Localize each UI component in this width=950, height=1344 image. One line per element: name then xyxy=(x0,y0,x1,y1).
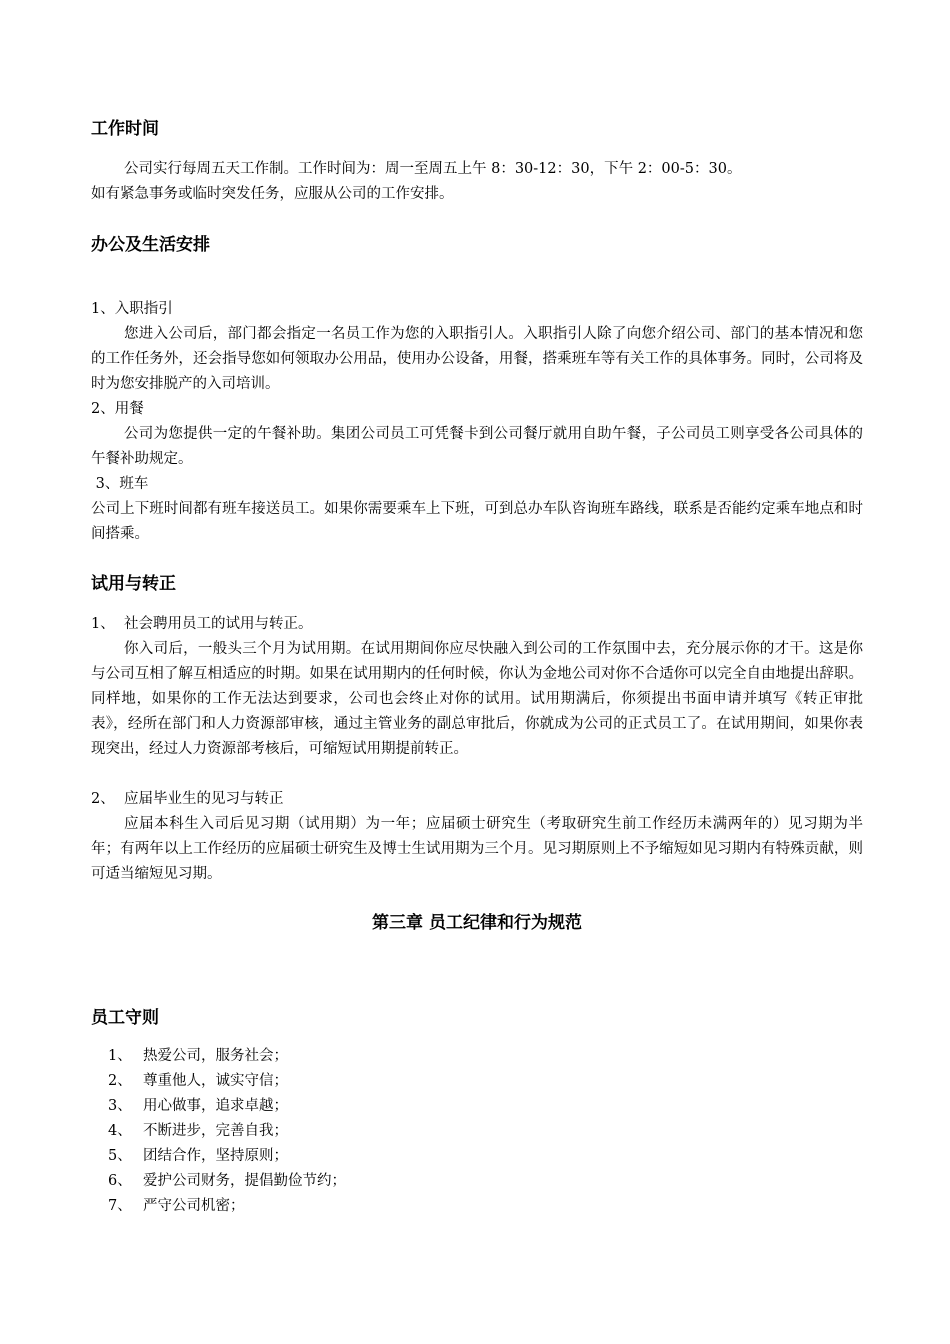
list-item-text: 爱护公司财务，提倡勤俭节约； xyxy=(143,1173,346,1189)
paragraph-onboarding: 您进入公司后，部门都会指定一名员工作为您的入职指引人。入职指引人除了向您介绍公司、部门的基本情况和您的工作任务外，还会指导您如何领取办公用品，使用办公设备，用餐，搭乘班车等有关工作的具体事务。同时，公司将及时为您安排脱产的入司培训。 xyxy=(91,326,863,392)
item-label-meals: 2、用餐 xyxy=(91,401,144,417)
section-heading-office: 办公及生活安排 xyxy=(91,235,210,255)
list-item-text: 不断进步，完善自我； xyxy=(143,1123,288,1139)
list-item-text: 用心做事，追求卓越； xyxy=(143,1098,288,1114)
list-item xyxy=(108,1119,288,1144)
item-label-social-hire: 1、 社会聘用员工的试用与转正。 xyxy=(91,616,313,632)
list-item xyxy=(108,1044,288,1069)
item-label-shuttle: 3、班车 xyxy=(91,476,149,492)
section-heading-probation: 试用与转正 xyxy=(91,574,176,594)
list-item-number: 6、 xyxy=(108,1173,132,1189)
list-item xyxy=(108,1194,245,1219)
section-heading-rules: 员工守则 xyxy=(91,1008,159,1028)
list-item-number: 7、 xyxy=(108,1198,132,1214)
list-item-number: 3、 xyxy=(108,1098,132,1114)
paragraph-urgent-tasks: 如有紧急事务或临时突发任务，应服从公司的工作安排。 xyxy=(91,186,454,202)
paragraph-social-hire: 你入司后，一般头三个月为试用期。在试用期间你应尽快融入到公司的工作氛围中去，充分展示你的才干。这是你与公司互相了解互相适应的时期。如果在试用期内的任何时候，你认为金地公司对你不合适你可以完全自由地提出辞职。同样地，如果你的工作无法达到要求，公司也会终止对你的试用。试用期满后，你须提出书面申请并填写《转正审批表》，经所在部门和人力资源部审核，通过主管业务的副总审批后，你就成为公司的正式员工了。在试用期间，如果你表现突出，经过人力资源部考核后，可缩短试用期提前转正。 xyxy=(91,641,863,757)
item-label-graduates: 2、 应届毕业生的见习与转正 xyxy=(91,791,284,807)
list-item-number: 5、 xyxy=(108,1148,132,1164)
paragraph-meals: 公司为您提供一定的午餐补助。集团公司员工可凭餐卡到公司餐厅就用自助午餐，子公司员工则享受各公司具体的午餐补助规定。 xyxy=(91,426,863,467)
list-item-text: 严守公司机密； xyxy=(143,1198,245,1214)
paragraph-graduates: 应届本科生入司后见习期（试用期）为一年；应届硕士研究生（考取研究生前工作经历未满两年的）见习期为半年；有两年以上工作经历的应届硕士研究生及博士生试用期为三个月。见习期原则上不予缩短如见习期内有特殊贡献，则可适当缩短见习期。 xyxy=(91,816,863,882)
list-item-number: 2、 xyxy=(108,1073,132,1089)
list-item xyxy=(108,1094,288,1119)
list-item-text: 尊重他人，诚实守信； xyxy=(143,1073,288,1089)
list-item-number: 1、 xyxy=(108,1048,132,1064)
list-item-text: 热爱公司，服务社会； xyxy=(143,1048,288,1064)
list-item-text: 团结合作，坚持原则； xyxy=(143,1148,288,1164)
list-item xyxy=(108,1169,346,1194)
chapter-title: 第三章 员工纪律和行为规范 xyxy=(372,913,582,933)
item-label-onboarding: 1、入职指引 xyxy=(91,301,173,317)
list-item-number: 4、 xyxy=(108,1123,132,1139)
section-heading-work-time: 工作时间 xyxy=(91,119,159,139)
list-item xyxy=(108,1069,288,1094)
list-item xyxy=(108,1144,288,1169)
paragraph-shuttle: 公司上下班时间都有班车接送员工。如果你需要乘车上下班，可到总办车队咨询班车路线，联系是否能约定乘车地点和时间搭乘。 xyxy=(91,501,863,542)
paragraph-work-hours: 公司实行每周五天工作制。工作时间为：周一至周五上午 8：30-12：30，下午 2：00-5：30。 xyxy=(124,161,742,177)
